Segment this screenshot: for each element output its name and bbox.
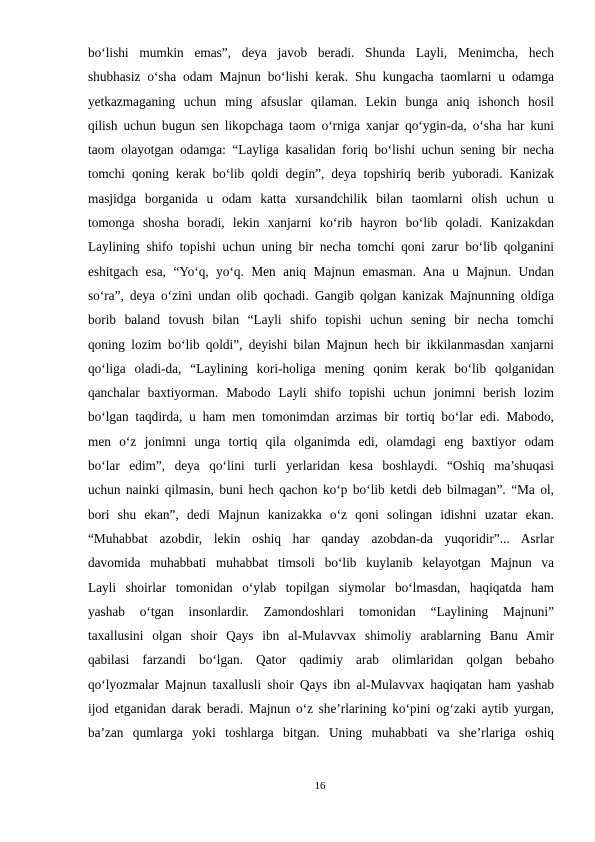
text-line: eshitgach esa, “Yo‘q, yo‘q. Men aniq Majnun emasman. Ana u Majnun. Undan bbox=[88, 263, 554, 279]
text-line: Layli shoirlar tomonidan o‘ylab topilgan siymolar bo‘lmasdan, haqiqatda ham bbox=[88, 579, 554, 595]
text-line: qo‘liga oladi-da, “Laylining kori-holiga mening qonim kerak bo‘lib qolganidan bbox=[88, 360, 554, 376]
text-line: Laylining shifo topishi uchun uning bir necha tomchi qoni zarur bo‘lib qolganini bbox=[88, 239, 554, 255]
text-line: bo‘lishi mumkin emas”, deya javob beradi. Shunda Layli, Menimcha, hech bbox=[88, 45, 554, 60]
text-line: qabilasi farzandi bo‘lgan. Qator qadimiy arab olimlaridan qolgan bebaho bbox=[88, 652, 554, 668]
text-line: uchun nainki qilmasin, buni hech qachon ko‘p bo‘lib ketdi deb bilmagan”. “Ma ol, bbox=[88, 482, 554, 498]
page-number: 16 bbox=[314, 780, 326, 792]
text-line: yetkazmaganing uchun ming afsuslar qilaman. Lekin bunga aniq ishonch hosil bbox=[88, 93, 554, 109]
text-line: yashab o‘tgan insonlardir. Zamondoshlari tomonidan “Laylining Majnuni” bbox=[88, 603, 554, 619]
text-line: ba’zan qumlarga yoki toshlarga bitgan. Uning muhabbati va she’rlariga oshiq bbox=[88, 725, 554, 741]
text-line: bori shu ekan”, dedi Majnun kanizakka o‘z qoni solingan idishni uzatar ekan. bbox=[88, 506, 554, 522]
text-line: qo‘lyozmalar Majnun taxallusli shoir Qays ibn al-Mulavvax haqiqatan ham yashab bbox=[88, 676, 554, 692]
text-line: so‘ra”, deya o‘zini undan olib qochadi. Gangib qolgan kanizak Majnunning oldiga bbox=[88, 287, 554, 303]
text-line: tomchi qoning kerak bo‘lib qoldi degin”, deya topshiriq berib yuboradi. Kanizak bbox=[88, 166, 554, 182]
text-line: bo‘lar edim”, deya qo‘lini turli yerlaridan kesa boshlaydi. “Oshiq ma’shuqasi bbox=[88, 458, 554, 474]
text-line: masjidga borganida u odam katta xursandchilik bilan taomlarni olish uchun u bbox=[88, 190, 554, 206]
document-body bbox=[88, 41, 554, 746]
text-line: taxallusini olgan shoir Qays ibn al-Mulavvax shimoliy arablarning Banu Amir bbox=[88, 628, 554, 644]
text-line: shubhasiz o‘sha odam Majnun bo‘lishi kerak. Shu kungacha taomlarni u odamga bbox=[88, 69, 554, 85]
text-line: bo‘lgan taqdirda, u ham men tomonimdan arzimas bir tortiq bo‘lar edi. Mabodo, bbox=[88, 409, 554, 425]
text-line: borib baland tovush bilan “Layli shifo topishi uchun sening bir necha tomchi bbox=[88, 312, 554, 328]
text-line: tomonga shosha boradi, lekin xanjarni ko‘rib hayron bo‘lib qoladi. Kanizakdan bbox=[88, 215, 554, 231]
text-line: qoning lozim bo‘lib qoldi”, deyishi bilan Majnun hech bir ikkilanmasdan xanjarni bbox=[88, 336, 554, 352]
text-line: qilish uchun bugun sen likopchaga taom o‘rniga xanjar qo‘ygin-da, o‘sha har kuni bbox=[88, 117, 554, 133]
text-line: “Muhabbat azobdir, lekin oshiq har qanday azobdan-da yuqoridir”... Asrlar bbox=[88, 530, 554, 546]
text-line: ijod etganidan darak beradi. Majnun o‘z she’rlarining ko‘pini og‘zaki aytib yurgan, bbox=[88, 701, 554, 717]
text-line: davomida muhabbati muhabbat timsoli bo‘lib kuylanib kelayotgan Majnun va bbox=[88, 555, 554, 571]
text-line: men o‘z jonimni unga tortiq qila olganimda edi, olamdagi eng baxtiyor odam bbox=[88, 433, 554, 449]
text-line: taom olayotgan odamga: “Layliga kasalidan foriq bo‘lishi uchun sening bir necha bbox=[88, 142, 554, 158]
text-line: qanchalar baxtiyorman. Mabodo Layli shifo topishi uchun jonimni berish lozim bbox=[88, 385, 554, 401]
